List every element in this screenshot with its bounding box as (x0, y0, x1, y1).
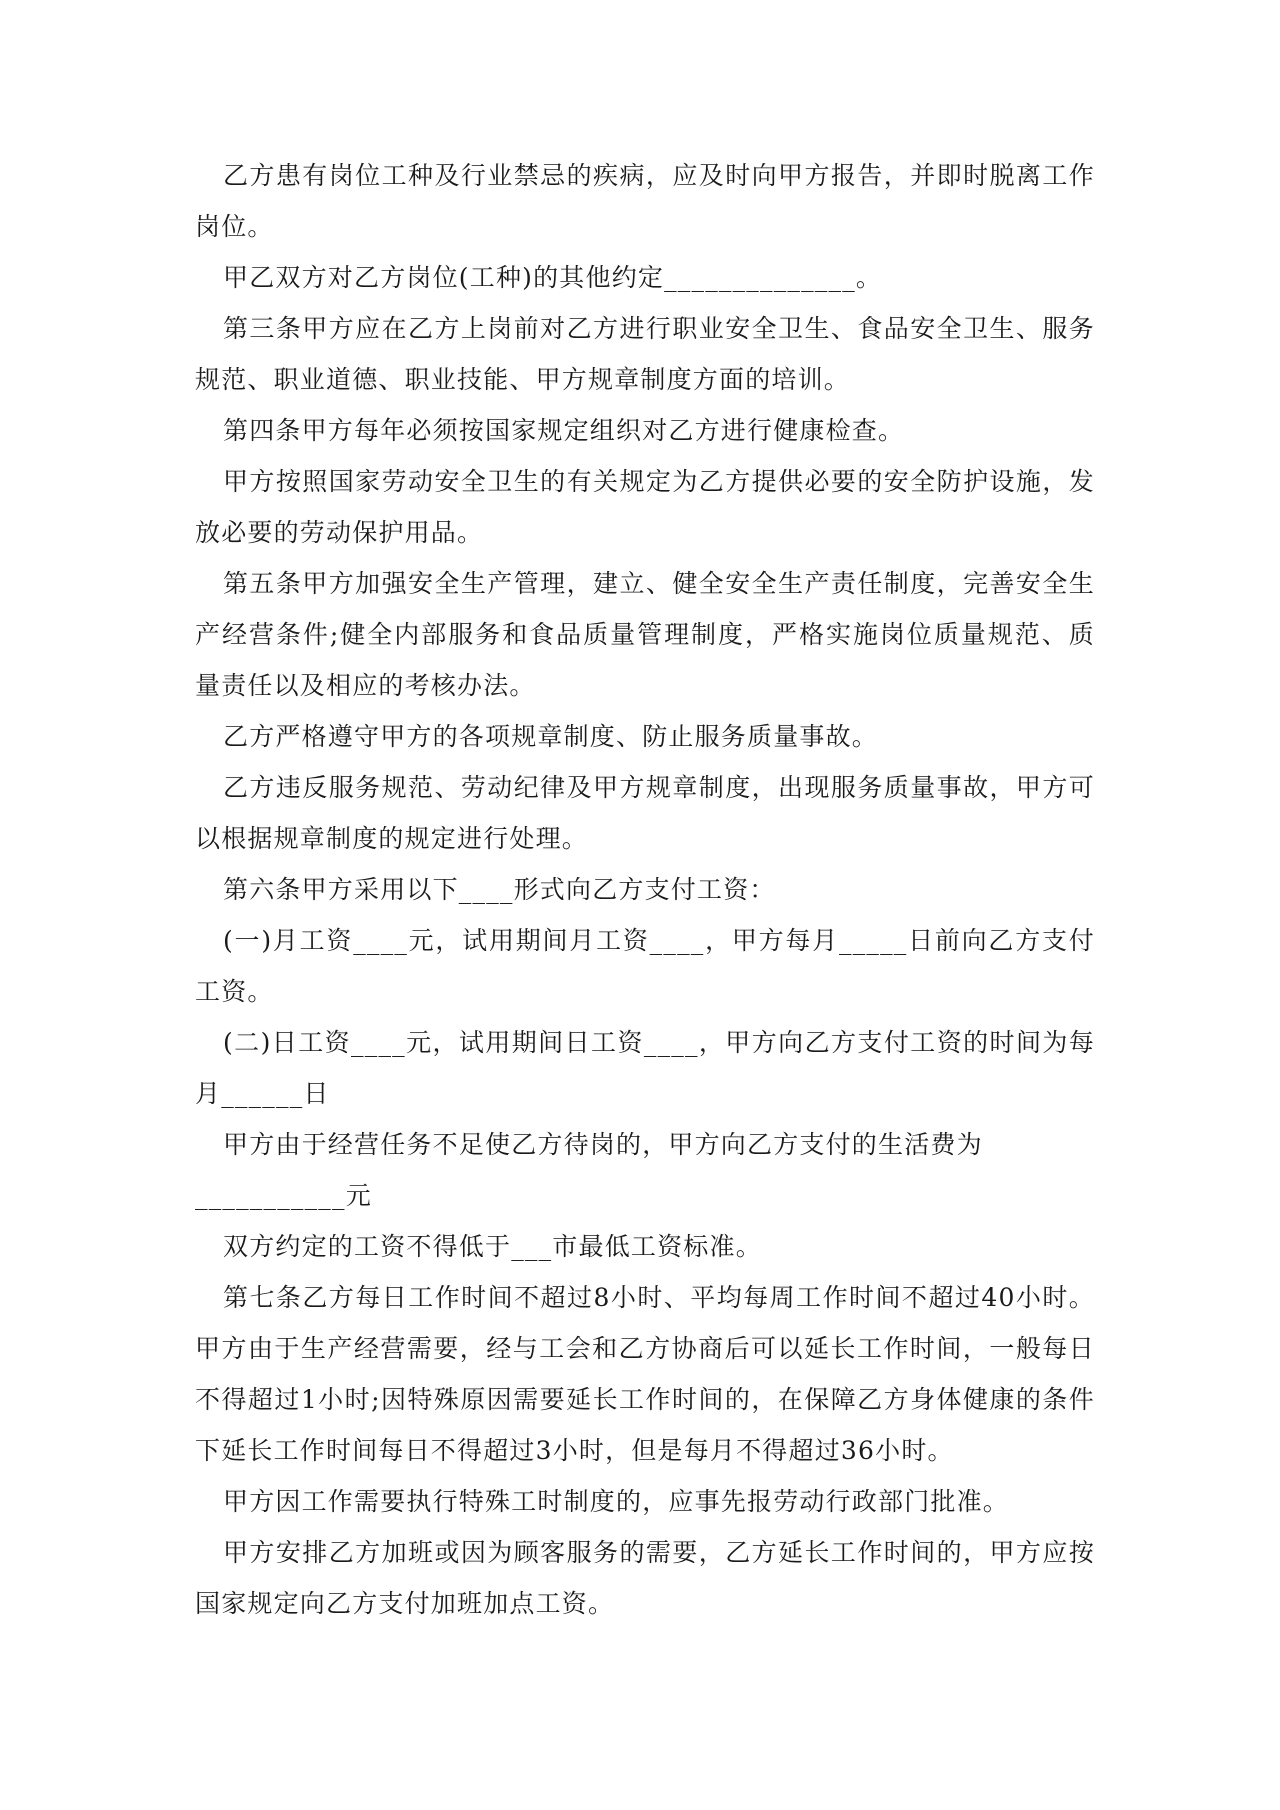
paragraph-article-4: 第四条甲方每年必须按国家规定组织对乙方进行健康检查。 (223, 416, 905, 445)
paragraph-protective-equipment: 甲方按照国家劳动安全卫生的有关规定为乙方提供必要的安全防护设施，发放必要的劳动保护用品。 (195, 467, 1095, 547)
paragraph-other-agreement: 甲乙双方对乙方岗位(工种)的其他约定______________。 (223, 263, 883, 292)
paragraph-special-hours: 甲方因工作需要执行特殊工时制度的，应事先报劳动行政部门批准。 (223, 1487, 1010, 1516)
paragraph-violation: 乙方违反服务规范、劳动纪律及甲方规章制度，出现服务质量事故，甲方可以根据规章制度的规定进行处理。 (195, 773, 1095, 853)
paragraph-article-7: 第七条乙方每日工作时间不超过8小时、平均每周工作时间不超过40小时。甲方由于生产经营需要，经与工会和乙方协商后可以延长工作时间，一般每日不得超过1小时;因特殊原因需要延长工作时间的，在保障乙方身体健康的条件下延长工作时间每日不得超过3小时，但是每月不得超过36小时。 (195, 1283, 1095, 1465)
paragraph-monthly-wage: (一)月工资____元，试用期间月工资____，甲方每月_____日前向乙方支付工资。 (195, 926, 1095, 1006)
paragraph-standby-allowance: 甲方由于经营任务不足使乙方待岗的，甲方向乙方支付的生活费为 (223, 1130, 983, 1159)
paragraph-minimum-wage: 双方约定的工资不得低于___市最低工资标准。 (223, 1232, 762, 1261)
paragraph-daily-wage: (二)日工资____元，试用期间日工资____，甲方向乙方支付工资的时间为每月______日 (195, 1028, 1095, 1108)
paragraph-allowance-amount: ___________元 (195, 1181, 372, 1210)
paragraph-article-5: 第五条甲方加强安全生产管理，建立、健全安全生产责任制度，完善安全生产经营条件;健全内部服务和食品质量管理制度，严格实施岗位质量规范、质量责任以及相应的考核办法。 (195, 569, 1095, 700)
paragraph-article-6: 第六条甲方采用以下____形式向乙方支付工资： (223, 875, 776, 904)
paragraph-comply-rules: 乙方严格遵守甲方的各项规章制度、防止服务质量事故。 (223, 722, 879, 751)
paragraph-occupational-disease: 乙方患有岗位工种及行业禁忌的疾病，应及时向甲方报告，并即时脱离工作岗位。 (195, 161, 1095, 241)
paragraph-overtime-pay: 甲方安排乙方加班或因为顾客服务的需要，乙方延长工作时间的，甲方应按国家规定向乙方支付加班加点工资。 (195, 1538, 1095, 1618)
paragraph-article-3: 第三条甲方应在乙方上岗前对乙方进行职业安全卫生、食品安全卫生、服务规范、职业道德、职业技能、甲方规章制度方面的培训。 (195, 314, 1095, 394)
document-body (195, 150, 1095, 1629)
